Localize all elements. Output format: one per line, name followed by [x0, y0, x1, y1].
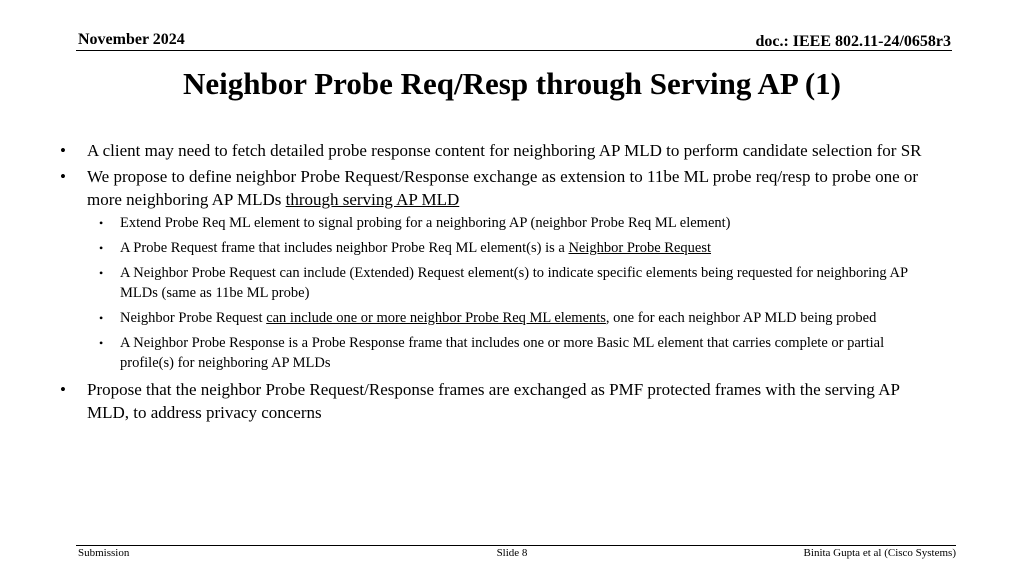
sub-bullet-item — [87, 263, 940, 303]
sub-bullet-text: A Neighbor Probe Request can include (Extended) Request element(s) to indicate specific elements being requested for neighboring AP MLDs (same as 11be ML probe) — [120, 265, 908, 301]
bullet-item — [60, 165, 940, 373]
slide-body — [60, 139, 940, 427]
slide-title: Neighbor Probe Req/Resp through Serving AP (1) — [183, 66, 841, 101]
sub-bullet-text: A Neighbor Probe Response is a Probe Response frame that includes one or more Basic ML element that carries complete or partial profile(s) for neighboring AP MLDs — [120, 335, 885, 371]
sub-bullet-item — [87, 213, 940, 233]
header-date: November 2024 — [78, 31, 185, 48]
bullet-text: A client may need to fetch detailed probe response content for neighboring AP MLD to perform candidate selection for SR — [87, 141, 922, 160]
sub-bullet-item — [87, 238, 940, 258]
sub-bullet-item — [87, 333, 940, 373]
bullet-dot-icon: • — [60, 141, 66, 160]
bullet-underlined-text: through serving AP MLD — [285, 190, 460, 209]
bullet-dot-icon: • — [99, 311, 104, 325]
bullet-dot-icon: • — [60, 380, 66, 399]
header-doc-id: doc.: IEEE 802.11-24/0658r3 — [755, 33, 951, 50]
bullet-dot-icon: • — [99, 336, 104, 350]
sub-bullet-text: Extend Probe Req ML element to signal probing for a neighboring AP (neighbor Probe Req ML element) — [120, 215, 731, 231]
sub-bullet-underlined-text: can include one or more neighbor Probe Req ML elements — [266, 310, 606, 326]
header-divider — [76, 50, 952, 51]
footer-submission: Submission — [78, 547, 130, 559]
sub-bullet-underlined-text: Neighbor Probe Request — [568, 240, 712, 256]
footer-divider — [76, 545, 956, 546]
bullet-dot-icon: • — [99, 241, 104, 255]
sub-bullet-text: A Probe Request frame that includes neighbor Probe Req ML element(s) is a — [120, 240, 569, 256]
footer-slide-number: Slide 8 — [496, 547, 528, 559]
bullet-dot-icon: • — [60, 167, 66, 186]
bullet-dot-icon: • — [99, 266, 104, 280]
bullet-dot-icon: • — [99, 216, 104, 230]
bullet-text: Propose that the neighbor Probe Request/Response frames are exchanged as PMF protected frames with the serving AP MLD, to address privacy concerns — [87, 380, 900, 422]
sub-bullet-item — [87, 308, 940, 328]
bullet-item — [60, 378, 940, 424]
sub-bullet-list — [87, 213, 940, 373]
bullet-item — [60, 139, 940, 162]
sub-bullet-text: Neighbor Probe Request — [120, 310, 267, 326]
sub-bullet-text-tail: , one for each neighbor AP MLD being probed — [605, 310, 877, 326]
footer-author: Binita Gupta et al (Cisco Systems) — [803, 547, 956, 559]
bullet-text: We propose to define neighbor Probe Request/Response exchange as extension to 11be ML probe req/resp to probe one or more neighboring AP MLDs — [87, 167, 919, 209]
